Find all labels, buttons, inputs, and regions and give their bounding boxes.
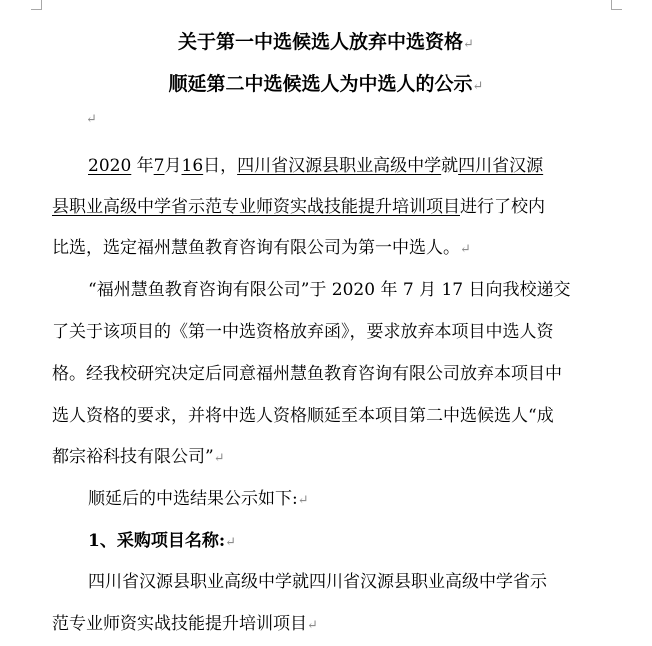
paragraph-2-line-1: “福州慧鱼教育咨询有限公司”于 2020 年 7 月 17 日向我校递交	[88, 280, 571, 300]
paragraph-mark-icon: ↵	[297, 493, 309, 508]
document-title-line-1	[0, 27, 652, 54]
title-line-2-text: 顺延第二中选候选人为中选人的公示	[168, 73, 473, 95]
date-year-sep: 年	[136, 156, 154, 176]
date-day: 16	[181, 156, 204, 176]
paragraph-3-text: 顺延后的中选结果公示如下:	[88, 489, 298, 509]
paragraph-2-line-4: 选人资格的要求，并将中选人资格顺延至本项目第二中选候选人“成	[52, 406, 554, 426]
paragraph-2-line-3: 格。经我校研究决定后同意福州慧鱼教育咨询有限公司放弃本项目中	[52, 364, 562, 384]
connector-text: 就	[441, 156, 459, 176]
paragraph-mark-icon: ↵	[213, 451, 225, 466]
date-month: 7	[153, 156, 165, 176]
section-1-body-line-1: 四川省汉源县职业高级中学就四川省汉源县职业高级中学省示	[88, 572, 547, 592]
empty-paragraph-mark-icon: ↵	[86, 112, 97, 127]
paragraph-1-line-1	[88, 151, 543, 176]
project-name-part-2: 县职业高级中学省示范专业师资实战技能提升培训项目	[52, 197, 460, 217]
school-name: 四川省汉源县职业高级中学	[237, 156, 442, 176]
paragraph-3	[88, 484, 309, 509]
paragraph-mark-icon: ↵	[472, 79, 484, 94]
date-day-sep: 日，	[203, 156, 238, 176]
date-month-sep: 月	[164, 156, 182, 176]
paragraph-2-line-2: 了关于该项目的《第一中选资格放弃函》，要求放弃本项目中选人资	[52, 322, 554, 342]
document-title-line-2	[0, 69, 652, 96]
paragraph-mark-icon: ↵	[460, 242, 471, 257]
paragraph-1-line-3	[52, 233, 471, 258]
paragraph-1-line-2-tail: 进行了校内	[460, 197, 545, 217]
date-year: 2020	[88, 156, 132, 176]
paragraph-mark-icon: ↵	[463, 37, 474, 52]
paragraph-mark-icon: ↵	[225, 535, 237, 550]
paragraph-mark-icon: ↵	[307, 618, 318, 633]
title-line-1-text: 关于第一中选候选人放弃中选资格	[178, 31, 464, 53]
section-1-body-line-2-text: 范专业师资实战技能提升培训项目	[52, 614, 307, 634]
section-1-heading-text: 1、采购项目名称:	[88, 531, 226, 551]
section-1-heading	[88, 526, 236, 551]
paragraph-2-line-5-text: 都宗裕科技有限公司”	[52, 447, 214, 467]
margin-corner-mark-left	[31, 0, 42, 10]
paragraph-1-line-3-text: 比选，选定福州慧鱼教育咨询有限公司为第一中选人。	[52, 238, 460, 258]
project-name-part-1: 四川省汉源	[458, 156, 544, 176]
section-1-body-line-2	[52, 609, 318, 634]
paragraph-2-line-5	[52, 442, 225, 467]
margin-corner-mark-right	[611, 0, 622, 10]
paragraph-1-line-2	[52, 192, 545, 217]
